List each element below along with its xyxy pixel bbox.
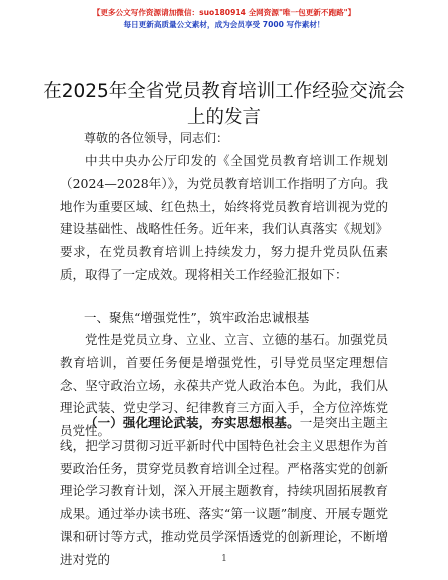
page-number: 1 bbox=[221, 554, 227, 564]
paragraph-party-spirit-text: 党性是党员立身、立业、立言、立德的基石。加强党员教育培训，首要任务便是增强党性，引导党员坚定理想信念、坚守政治立场，永葆共产党人政治本色。为此，我们从理论武装、党史学习、纪律教育三方面入手，全方位淬炼党员党性。 bbox=[60, 332, 388, 439]
paragraph-intro bbox=[60, 150, 388, 287]
paragraph-theory-body: 一是突出主题主线，把学习贯彻习近平新时代中国特色社会主义思想作为首要政治任务，贯穿党员教育培训全过程。严格落实党的创新理论学习教育计划，深入开展主题教育，持续巩固拓展教育成果。通过举办读书班、落实“第一议题”制度、开展专题党课和研讨等方式，推动党员学深悟透党的创新理论，不断增进对党的 bbox=[60, 415, 388, 567]
promo-line-2: 每日更新高质量公文素材，成为会员享受 7000 写作素材！ bbox=[123, 20, 325, 29]
paragraph-theory-text bbox=[60, 412, 388, 572]
paragraph-intro-text: 中共中央办公厅印发的《全国党员教育培训工作规划（2024—2028年）》，为党员教育培训工作指明了方向。我地作为重要区域、红色热土，始终将党员教育培训视为党的建设基础性、战略性任务。近年来，我们认真落实《规划》要求，在党员教育培训上持续发力，努力提升党员队伍素质，取得了一定成效。现将相关工作经验汇报如下： bbox=[60, 153, 388, 282]
paragraph-theory bbox=[60, 412, 388, 572]
section-heading-1: 一、聚焦“增强党性”，筑牢政治忠诚根基 bbox=[84, 310, 310, 325]
salutation: 尊敬的各位领导，同志们： bbox=[84, 131, 229, 145]
promo-line-1: 【更多公文写作资源请加微信：suo180914 全网资源"唯一包更新不跑路"】 bbox=[92, 8, 356, 17]
subheading-1: （一）强化理论武装，夯实思想根基。 bbox=[85, 415, 300, 430]
document-title: 在2025年全省党员教育培训工作经验交流会上的发言 bbox=[43, 81, 405, 128]
promo-banner bbox=[0, 7, 448, 31]
